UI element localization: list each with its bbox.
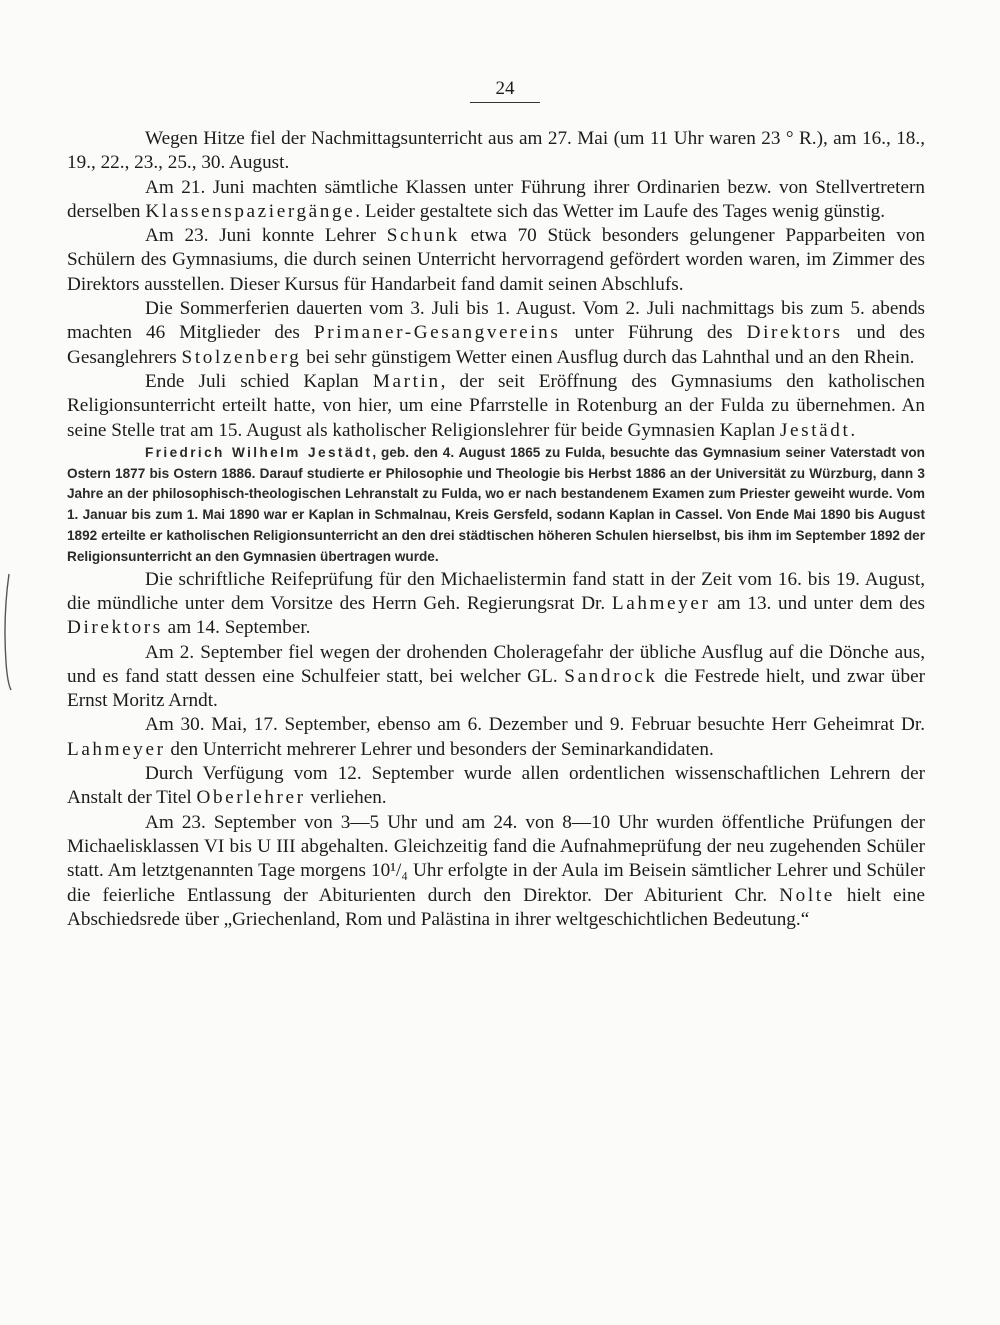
spaced-term: Oberlehrer (196, 787, 306, 809)
paragraph-public-exams (67, 811, 925, 932)
spaced-term: Direktors (746, 322, 843, 344)
paragraph-inspection-visits (67, 713, 925, 762)
paragraph-heat-holidays (67, 127, 925, 176)
spaced-name: Jestädt (779, 419, 851, 441)
spaced-name: Sandrock (564, 665, 658, 687)
paragraph-text: . (850, 419, 856, 441)
paragraph-text: Die schriftliche Reifeprüfung für den Michaelistermin fand statt in der Zeit vom 16. bis 19. August, die mündliche unter dem Vorsitze des Herrn Geh. Regierungsrat Dr. (67, 568, 925, 614)
paragraph-text: . Leider gestaltete sich das Wetter im Laufe des Tages wenig günstig. (355, 200, 886, 222)
paragraph-final-exam (67, 568, 925, 641)
spaced-name: Lahmeyer (611, 592, 711, 614)
paragraph-text: , der seit Eröffnung des Gymnasiums den katholischen Religionsunterricht erteilt hatte, von hier, um eine Pfarrstelle in Rotenburg an der Fulda zu übernehmen. An seine Stelle trat am 15. August als katholischer Religionslehrer für beide Gymnasien Kaplan (67, 370, 926, 441)
spaced-term: Klassenspaziergänge (145, 200, 356, 222)
paragraph-text: etwa 70 Stück besonders gelungener Papparbeiten von Schülern des Gymnasiums, die durch seinen Unterricht hervorragend gefördert worden waren, im Zimmer des Direktors ausstellen. Dieser Kursus für Handarbeit fand damit seinen Abschlufs. (67, 225, 926, 295)
paragraph-text: bei sehr günstigem Wetter einen Ausflug durch das Lahnthal und an den Rhein. (306, 346, 915, 368)
paragraph-text: Am 30. Mai, 17. September, ebenso am 6. Dezember und 9. Februar besuchte Herr Geheimrat Dr. (145, 714, 925, 736)
paragraph-summer-holidays (67, 297, 925, 370)
paragraph-school-celebration (67, 641, 925, 714)
paragraph-text: am 14. September. (167, 617, 311, 639)
spaced-term: Direktors (67, 617, 163, 639)
spaced-term: Primaner-Gesangvereins (313, 322, 561, 344)
paragraph-text: Am 21. Juni machten sämtliche Klassen unter Führung ihrer Ordinarien bezw. von Stellvertretern derselben (67, 176, 925, 222)
body-text (67, 127, 925, 932)
paragraph-text: Die Sommerferien dauerten vom 3. Juli bis 1. August. Vom 2. Juli nachmittags bis zum 5. abends machten 46 Mitglieder des (67, 298, 925, 344)
page-number: 24 (470, 78, 540, 103)
paragraph-text: hielt eine Abschiedsrede über „Griechenland, Rom und Palästina in ihrer weltgeschichtlichen Bedeutung.“ (67, 884, 926, 930)
paragraph-text: Ende Juli schied Kaplan (145, 370, 359, 392)
paragraph-text: unter Führung des (574, 322, 733, 344)
spaced-name: Lahmeyer (67, 738, 166, 760)
paragraph-text: verliehen. (310, 787, 387, 809)
spaced-name: Schunk (386, 225, 460, 247)
spaced-name: Stolzenberg (181, 346, 302, 368)
paragraph-title-conferral (67, 762, 925, 811)
paragraph-text: und des Gesanglehrers (67, 322, 925, 368)
paragraph-text: Am 23. September von 3—5 Uhr und am 24. von 8—10 Uhr wurden öffentliche Prüfungen der Michaelisklassen VI bis U III abgehalten. Gleichzeitig fand die Aufnahmeprüfung der neu zugehenden Schüler statt. Am letztgenannten Tage morgens 10¹/₄ Uhr erfolgte in der Aula im Beisein sämtlicher Lehrer und Schüler die feierliche Entlassung der Abiturienten durch den Direktor. Der Abiturient Chr. (67, 811, 925, 906)
spaced-name: Martin (372, 370, 441, 392)
paragraph-text: Wegen Hitze fiel der Nachmittagsunterricht aus am 27. Mai (um 11 Uhr waren 23 ° R.), am 16., 18., 19., 22., 23., 25., 30. August. (67, 128, 925, 174)
paragraph-chaplain-change (67, 370, 925, 443)
paragraph-text: Am 2. September fiel wegen der drohenden Choleragefahr der übliche Ausflug auf die Dönche aus, und es fand statt dessen eine Schulfeier statt, bei welcher GL. (67, 641, 925, 687)
paragraph-text: Am 23. Juni konnte Lehrer (145, 225, 376, 247)
paragraph-class-excursions (67, 176, 925, 225)
note-text: , geb. den 4. August 1865 zu Fulda, besuchte das Gymnasium seiner Vaterstadt von Ostern 1877 bis Ostern 1886. Darauf studierte er Philosophie und Theologie bis Herbst 1886 an der Universität zu Würzburg, dann 3 Jahre an der philosophisch-theologischen Lehranstalt zu Fulda, wo er nach bestandenem Examen zum Priester geweiht wurde. Vom 1. Januar bis zum 1. Mai 1890 war er Kaplan in Schmalnau, Kreis Gersfeld, sodann Kaplan in Cassel. Von Ende Mai 1890 bis August 1892 erteilte er katholischen Religionsunterricht an den drei städtischen höheren Schulen hierselbst, bis ihm im September 1892 der Religionsunterricht an den Gymnasien übertragen wurde. (67, 444, 925, 564)
paragraph-text: die Festrede hielt, und zwar über Ernst Moritz Arndt. (67, 665, 925, 712)
paragraph-text: den Unterricht mehrerer Lehrer und besonders der Seminarkandidaten. (170, 738, 714, 760)
paragraph-text: am 13. und unter dem des (717, 592, 926, 614)
spaced-name: Friedrich Wilhelm Jestädt (145, 444, 373, 460)
paragraph-text: Durch Verfügung vom 12. September wurde allen ordentlichen wissenschaftlichen Lehrern der Anstalt der Titel (67, 763, 925, 809)
biographical-note (67, 443, 925, 568)
spaced-name: Nolte (779, 884, 835, 906)
margin-pencil-mark (2, 572, 12, 692)
paragraph-handicraft-exhibition (67, 224, 925, 297)
